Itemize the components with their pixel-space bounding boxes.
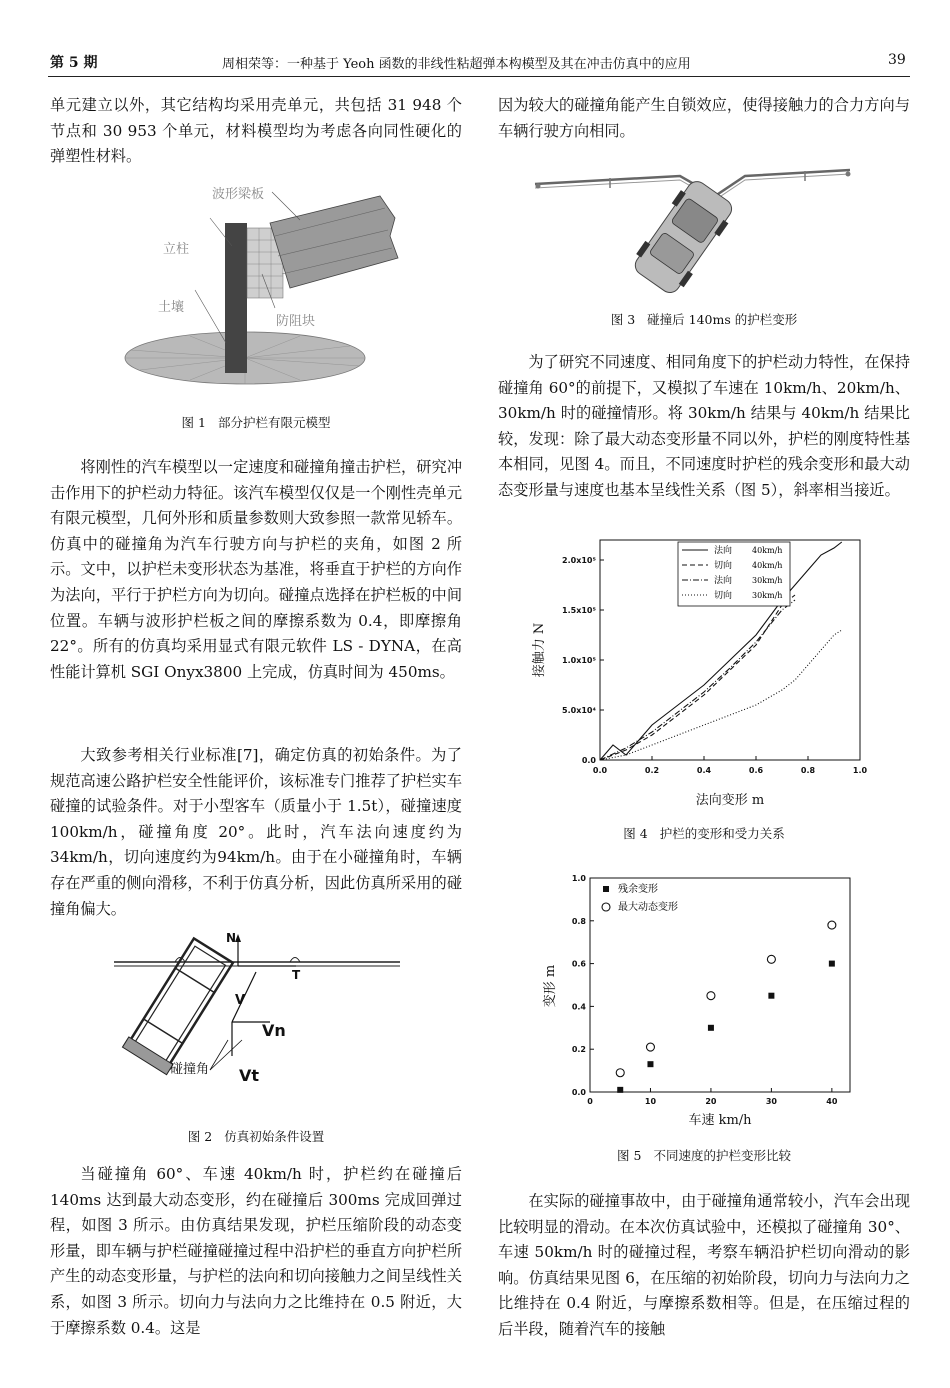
fig5-xtick-label: 30 [765, 1097, 777, 1106]
left-paragraph-3: 大致参考相关行业标准[7]，确定仿真的初始条件。为了规范高速公路护栏安全性能评价，该标准专门推荐了护栏实车碰撞的试验条件。对于小型客车（质量小于 1.5t），碰撞速度 100km/h，碰撞角度 20°。此时，汽车法向速度约为 34km/h，切向速度约为94km/h。由于在小碰撞角时，车辆存在严重的侧向滑移，不利于仿真分析，因此仿真所采用的碰撞角偏大。 [50, 746, 462, 918]
fig5-xtick-label: 40 [826, 1097, 838, 1106]
fig5-point-residual [768, 993, 774, 999]
fig5-ytick-label: 0.0 [571, 1088, 586, 1097]
fig4-legend-name: 切向 [714, 591, 733, 601]
fig4-ytick-label: 1.0x10⁵ [562, 656, 596, 665]
fig4-ytick-label: 1.5x10⁵ [562, 606, 596, 615]
fig4-caption: 图 4 护栏的变形和受力关系 [623, 826, 785, 841]
fig1-label-soil: 土壤 [158, 300, 185, 315]
fig4-xlabel: 法向变形 m [695, 793, 765, 808]
fig4-xtick-label: 0.2 [644, 766, 660, 775]
fig2-label-Vn: Vn [262, 1021, 286, 1040]
fig2-label-V: V [235, 993, 246, 1008]
fig5-xlabel: 车速 km/h [688, 1113, 752, 1128]
left-paragraph-1: 单元建立以外，其它结构均采用壳单元，共包括 31 948 个节点和 30 953 个单元，材料模型均为考虑各向同性硬化的弹塑性材料。 [50, 96, 462, 166]
right-paragraph-3: 在实际的碰撞事故中，由于碰撞角通常较小，汽车会出现比较明显的滑动。在本次仿真试验中，还模拟了碰撞角 30°、车速 50km/h 时的碰撞过程，考察车辆沿护栏切向滑动的影响。仿真结果见图 6，在压缩的初始阶段，切向力与法向力之比维持在 0.4 附近，与摩擦系数相等。但是，在压缩过程的后半段，随着汽车的接触 [498, 1192, 910, 1338]
fig4-ytick-label: 0.0 [581, 756, 596, 765]
fig4-ytick-label: 2.0x10⁵ [562, 556, 596, 565]
fig5-point-max [767, 955, 775, 963]
fig5-ytick-label: 0.6 [571, 959, 586, 969]
fig5-chart [540, 876, 870, 1128]
fig5-ytick-label: 0.2 [571, 1045, 586, 1055]
fig4-series-line-3 [600, 630, 842, 760]
fig3-barrier-deformation [530, 162, 870, 302]
fig5-legend-marker [603, 886, 609, 892]
fig1-label-block: 防阻块 [276, 314, 316, 329]
fig4-xtick-label: 0.8 [800, 766, 816, 775]
fig4-series-line-2 [600, 600, 795, 760]
right-paragraph-1: 因为较大的碰撞角能产生自锁效应，使得接触力的合力方向与车辆行驶方向相同。 [498, 96, 910, 140]
fig4-legend-name: 切向 [714, 561, 733, 571]
fig5-ytick-label: 1.0 [571, 874, 586, 883]
fig5-point-residual [647, 1061, 653, 1067]
fig5-legend-label: 最大动态变形 [618, 902, 678, 913]
fig2-initial-conditions [110, 930, 410, 1120]
right-paragraph-2: 为了研究不同速度、相同角度下的护栏动力特性，在保持碰撞角 60°的前提下，又模拟了车速在 10km/h、20km/h、30km/h 时的碰撞情形。将 30km/h 结果与 40km/h 结果比较，发现：除了最大动态变形量不同以外，护栏的刚度特性基本相同，见图 4。而且，不同速度时护栏的残余变形和最大动态变形量与速度也基本呈线性关系（图 5），斜率相当接近。 [498, 353, 910, 499]
fig4-xtick-label: 0.6 [748, 766, 764, 775]
fig5-ylabel: 变形 m [543, 964, 558, 1008]
fig5-xtick-label: 0 [587, 1097, 593, 1106]
fig5-ytick-label: 0.8 [571, 916, 586, 926]
fig4-xtick-label: 1.0 [852, 766, 868, 775]
fig4-ylabel: 接触力 N [532, 622, 547, 678]
fig5-caption: 图 5 不同速度的护栏变形比较 [617, 1148, 791, 1163]
fig2-label-T: T [292, 968, 301, 982]
fig4-legend-speed: 40km/h [752, 561, 783, 570]
fig4-legend-speed: 30km/h [752, 576, 783, 585]
fig4-legend-name: 法向 [714, 546, 733, 556]
header-rule [48, 76, 910, 77]
fig4-legend-speed: 30km/h [752, 591, 783, 600]
fig1-caption: 图 1 部分护栏有限元模型 [181, 415, 331, 430]
fig5-point-residual [617, 1087, 623, 1093]
fig5-point-max [707, 992, 715, 1000]
fig2-label-angle: 碰撞角 [170, 1062, 210, 1077]
fig4-chart [530, 540, 870, 818]
fig5-legend-label: 残余变形 [618, 884, 658, 895]
fig4-series-line-1 [600, 595, 795, 760]
fig4-xtick-label: 0.0 [592, 766, 608, 775]
fig3-caption: 图 3 碰撞后 140ms 的护栏变形 [610, 312, 798, 327]
fig2-label-Vt: Vt [239, 1066, 260, 1085]
left-paragraph-4: 当碰撞角 60°、车速 40km/h 时，护栏约在碰撞后 140ms 达到最大动态变形，约在碰撞后 300ms 完成回弹过程，如图 3 所示。由仿真结果发现，护栏压缩阶段的动态变形量，即车辆与护栏碰撞碰撞过程中沿护栏的垂直方向护栏所产生的动态变形量，与护栏的法向和切向接触力之间呈线性关系，如图 3 所示。切向力与法向力之比维持在 0.5 附近，大于摩擦系数 0.4。这是 [50, 1165, 462, 1337]
fig5-ytick-label: 0.4 [571, 1002, 586, 1012]
fig4-ytick-label: 5.0x10⁴ [562, 706, 596, 715]
fig1-label-post: 立柱 [163, 242, 190, 257]
fig5-legend-marker [602, 903, 610, 911]
fig5-xtick-label: 20 [705, 1097, 717, 1106]
fig5-xtick-label: 10 [644, 1097, 657, 1106]
fig5-point-max [646, 1043, 654, 1051]
fig2-label-N: N [226, 931, 237, 945]
fig1-label-beam: 波形梁板 [212, 187, 265, 202]
left-paragraph-2: 将刚性的汽车模型以一定速度和碰撞角撞击护栏，研究冲击作用下的护栏动力特征。该汽车模型仅仅是一个刚性壳单元有限元模型，几何外形和质量参数则大致参照一款常见轿车。仿真中的碰撞角为汽车行驶方向与护栏的夹角，如图 2 所示。文中，以护栏未变形状态为基准，将垂直于护栏的方向作为法向，平行于护栏方向为切向。碰撞点选择在护栏板的中间位置。车辆与波形护栏板之间的摩擦系数为 0.4，即摩擦角 22°。所有的仿真均采用显式有限元软件 LS - DYNA，在高性能计算机 SGI Onyx3800 上完成，仿真时间为 450ms。 [50, 458, 462, 681]
fig4-xtick-label: 0.4 [696, 766, 712, 775]
fig5-point-max [616, 1069, 624, 1077]
fig2-caption: 图 2 仿真初始条件设置 [187, 1129, 325, 1144]
fig5-point-residual [829, 961, 835, 967]
fig5-point-residual [708, 1025, 714, 1031]
issue-number: 第 5 期 [50, 55, 98, 71]
fig4-legend-name: 法向 [714, 576, 733, 586]
fig4-legend-speed: 40km/h [752, 546, 783, 555]
fig1-fem-model [130, 178, 450, 398]
fig5-point-max [828, 921, 836, 929]
running-title: 周相荣等：一种基于 Yeoh 函数的非线性粘超弹本构模型及其在冲击仿真中的应用 [222, 57, 691, 72]
page-number: 39 [888, 52, 906, 68]
